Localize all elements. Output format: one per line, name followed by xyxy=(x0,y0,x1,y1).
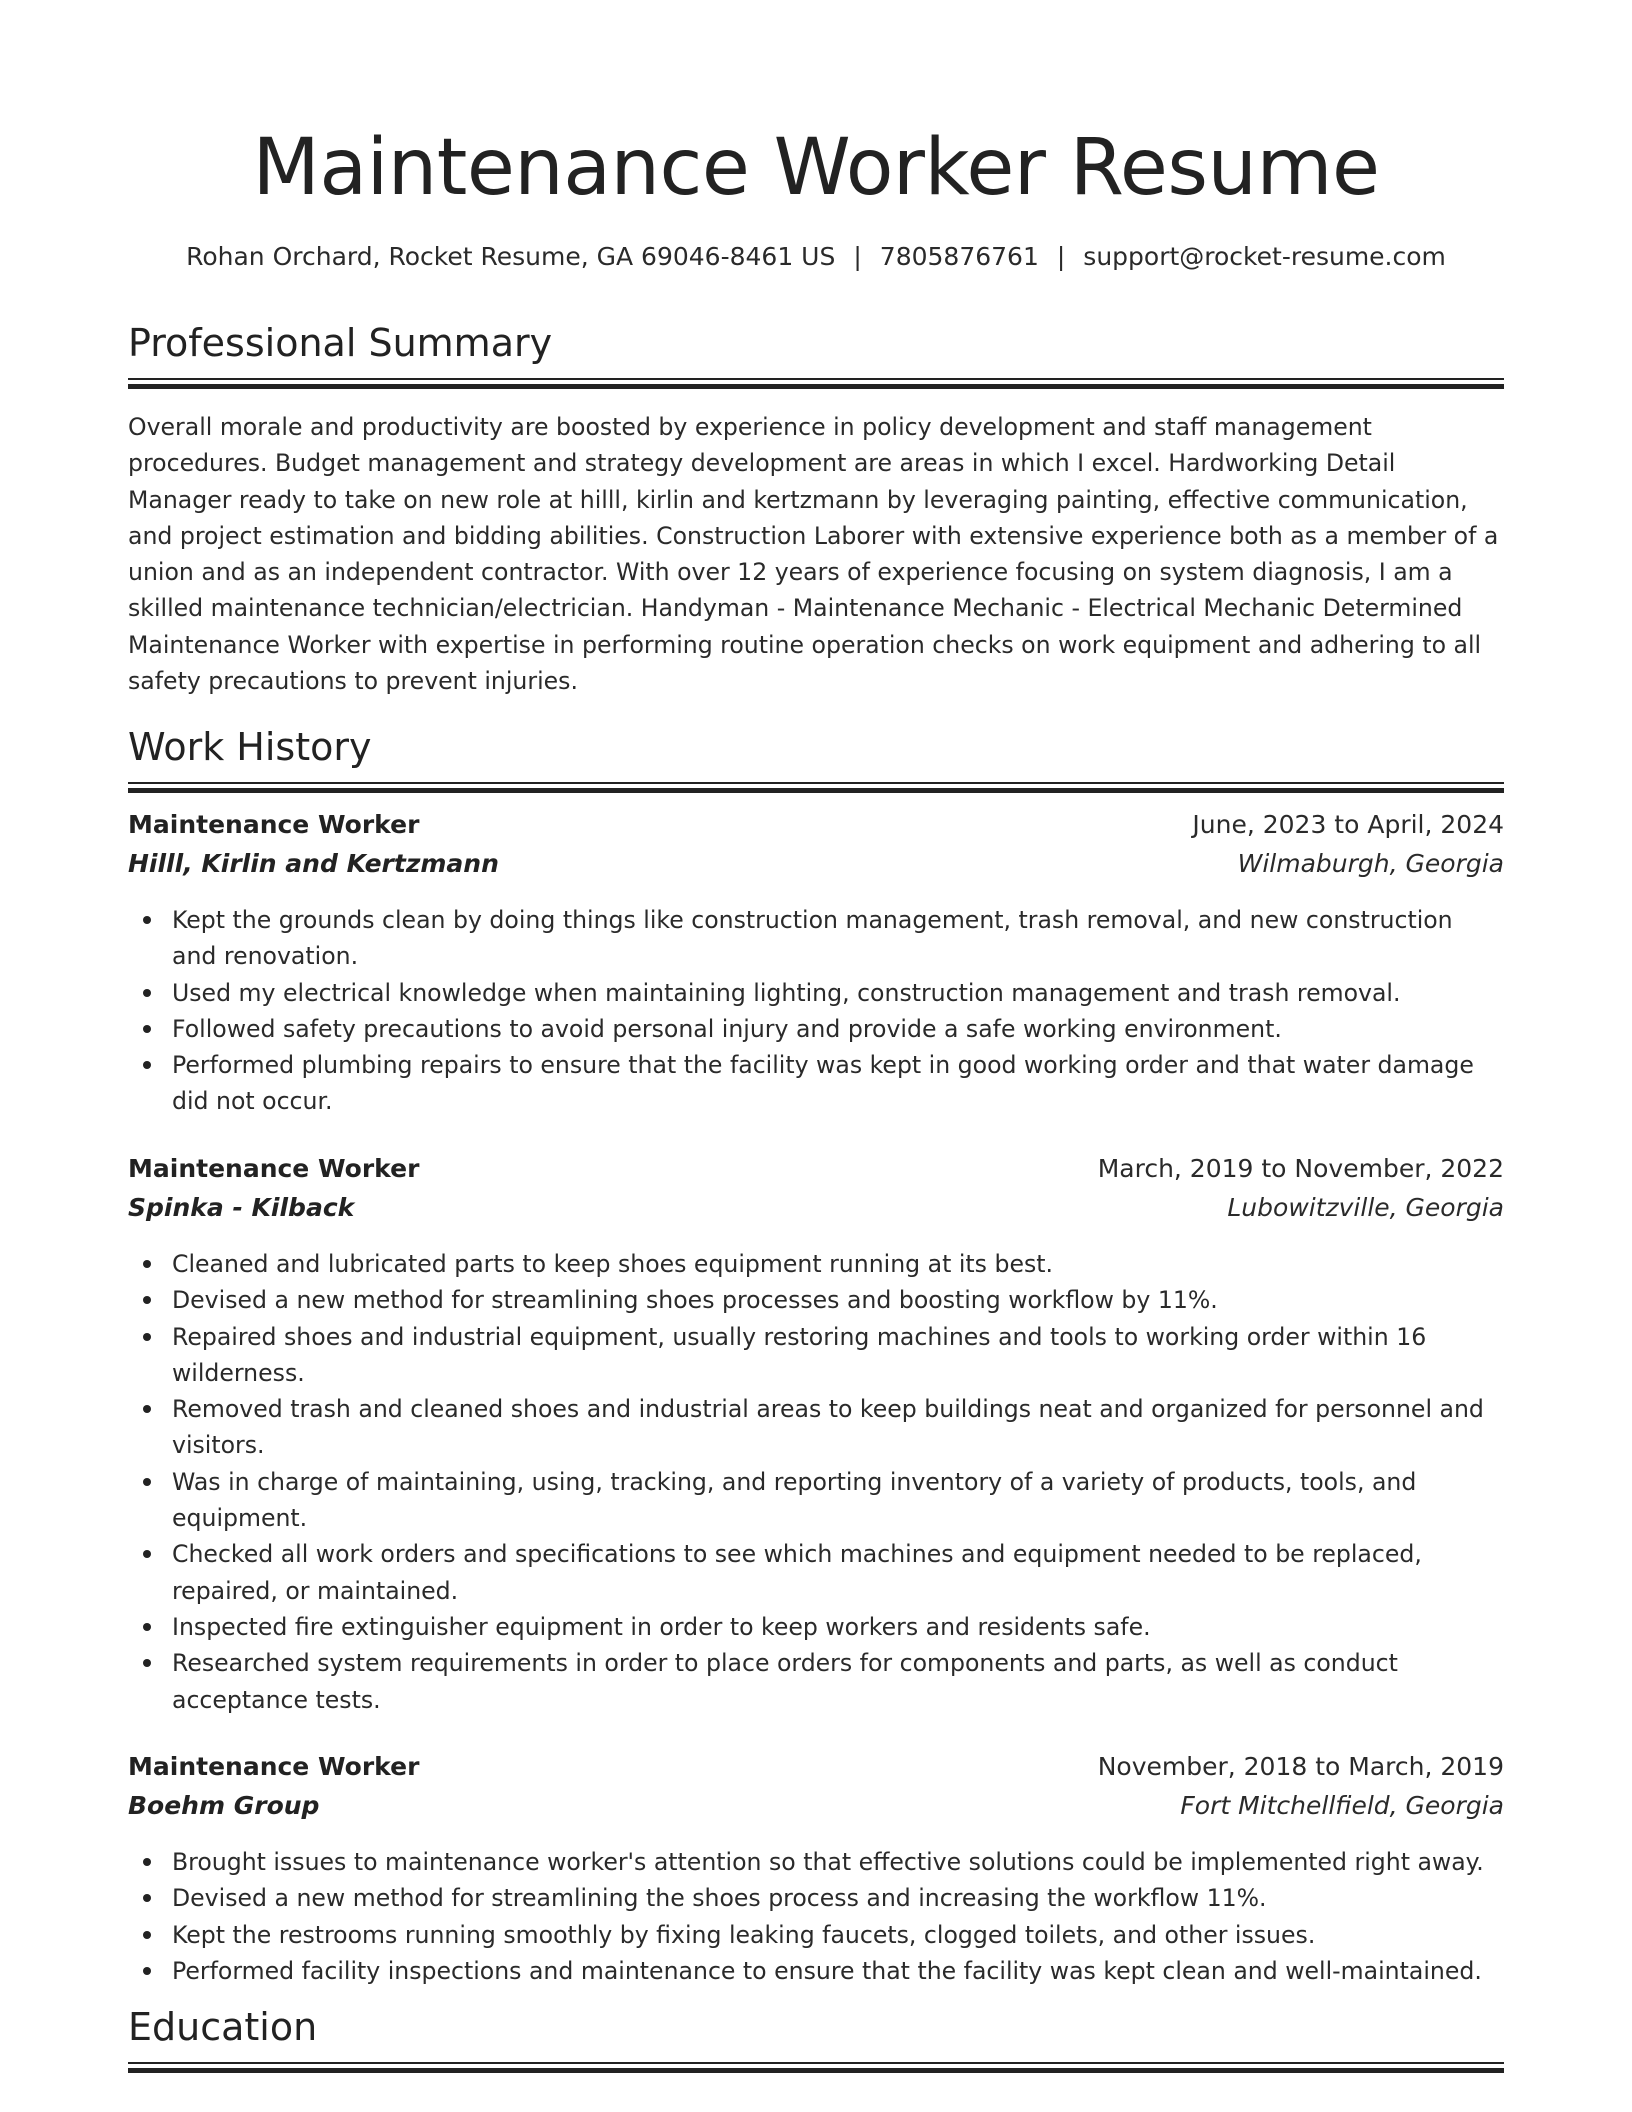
bullet-icon xyxy=(143,1967,151,1975)
job-header-row xyxy=(128,810,1504,849)
bullet-text: Kept the restrooms running smoothly by fixing leaking faucets, clogged toilets, and other issues. xyxy=(172,1920,1316,1949)
section-title: Professional Summary xyxy=(128,321,553,365)
bullet-icon xyxy=(143,989,151,997)
bullet-text: Repaired shoes and industrial equipment, usually restoring machines and tools to working order within 16 wilderness. xyxy=(172,1322,1427,1387)
job-company: Spinka - Kilback xyxy=(128,1193,355,1222)
section-title: Work History xyxy=(128,725,372,769)
contact-phone: 7805876761 xyxy=(879,242,1039,271)
contact-email: support@rocket-resume.com xyxy=(1083,242,1446,271)
bullet-text: Removed trash and cleaned shoes and industrial areas to keep buildings neat and organized for personnel and visitors. xyxy=(172,1395,1484,1460)
section-education xyxy=(128,2002,1504,2073)
section-work-history xyxy=(128,722,1504,793)
job-dates: March, 2019 to November, 2022 xyxy=(1097,1154,1504,1183)
job-company-row xyxy=(128,849,1504,888)
job-company-row xyxy=(128,1193,1504,1232)
contact-address: Rohan Orchard, Rocket Resume, GA 69046-8461 US xyxy=(186,242,836,271)
list-item xyxy=(128,1880,1504,1916)
list-item xyxy=(128,1011,1504,1047)
list-item xyxy=(128,1319,1504,1392)
contact-line xyxy=(128,240,1504,274)
bullet-text: Performed plumbing repairs to ensure that the facility was kept in good working order and that water damage did not occur. xyxy=(172,1051,1474,1116)
job-company: Hilll, Kirlin and Kertzmann xyxy=(128,849,499,878)
section-divider xyxy=(128,782,1504,793)
bullet-text: Used my electrical knowledge when maintaining lighting, construction management and trash removal. xyxy=(172,978,1401,1007)
contact-separator: | xyxy=(1056,242,1066,271)
job-company: Boehm Group xyxy=(128,1791,320,1820)
bullet-text: Checked all work orders and specifications to see which machines and equipment needed to be replaced, repaired, or maintained. xyxy=(172,1540,1422,1605)
list-item xyxy=(128,1645,1504,1718)
list-item xyxy=(128,1844,1504,1880)
section-professional-summary xyxy=(128,318,1504,389)
job-company-row xyxy=(128,1791,1504,1830)
bullet-icon xyxy=(143,1931,151,1939)
bullet-icon xyxy=(143,1061,151,1069)
list-item xyxy=(128,1953,1504,1989)
bullet-icon xyxy=(143,1858,151,1866)
section-title: Education xyxy=(128,2005,318,2049)
contact-separator: | xyxy=(853,242,862,271)
list-item xyxy=(128,1391,1504,1464)
job-bullets xyxy=(128,1844,1504,1989)
job-dates: November, 2018 to March, 2019 xyxy=(1097,1752,1504,1781)
bullet-text: Was in charge of maintaining, using, tracking, and reporting inventory of a variety of products, tools, and equipment. xyxy=(172,1467,1417,1533)
job-header-row xyxy=(128,1752,1504,1791)
job-header-row xyxy=(128,1154,1504,1193)
job-entry xyxy=(128,810,1504,1120)
list-item xyxy=(128,1282,1504,1318)
job-entry xyxy=(128,1752,1504,1989)
bullet-text: Devised a new method for streamlining shoes processes and boosting workflow by 11%. xyxy=(172,1286,1218,1315)
job-title: Maintenance Worker xyxy=(128,810,420,839)
section-divider xyxy=(128,2062,1504,2073)
bullet-icon xyxy=(143,1478,151,1486)
bullet-text: Inspected fire extinguisher equipment in order to keep workers and residents safe. xyxy=(172,1612,1151,1641)
job-bullets xyxy=(128,902,1504,1120)
list-item xyxy=(128,1047,1504,1120)
bullet-icon xyxy=(143,1260,151,1268)
bullet-icon xyxy=(143,1333,151,1341)
list-item xyxy=(128,1536,1504,1609)
bullet-text: Followed safety precautions to avoid personal injury and provide a safe working environment. xyxy=(172,1014,1282,1043)
bullet-text: Performed facility inspections and maintenance to ensure that the facility was kept clean and well-maintained. xyxy=(172,1956,1482,1985)
list-item xyxy=(128,1464,1504,1537)
job-location: Wilmaburgh, Georgia xyxy=(1237,849,1504,878)
list-item xyxy=(128,1917,1504,1953)
bullet-icon xyxy=(143,1550,151,1558)
bullet-text: Cleaned and lubricated parts to keep shoes equipment running at its best. xyxy=(172,1250,1053,1278)
bullet-text: Researched system requirements in order to place orders for components and parts, as well as conduct acceptance tests. xyxy=(172,1649,1398,1714)
job-title: Maintenance Worker xyxy=(128,1752,420,1781)
bullet-text: Brought issues to maintenance worker's attention so that effective solutions could be implemented right away. xyxy=(172,1848,1484,1876)
resume-title: Maintenance Worker Resume xyxy=(252,123,1380,213)
bullet-text: Devised a new method for streamlining the shoes process and increasing the workflow 11%. xyxy=(172,1884,1267,1913)
job-bullets xyxy=(128,1246,1504,1718)
job-entry xyxy=(128,1154,1504,1718)
bullet-icon xyxy=(143,1623,151,1631)
bullet-icon xyxy=(143,1296,151,1304)
section-divider xyxy=(128,378,1504,389)
bullet-icon xyxy=(143,1659,151,1667)
list-item xyxy=(128,975,1504,1011)
summary-text: Overall morale and productivity are boosted by experience in policy development and staff management procedures. Budget management and strategy development are areas in which I excel. Hardworking Detail Manager ready to take on new role at hilll, kirlin and kertzmann by leveraging painting, effective communication, and project estimation and bidding abilities. Construction Laborer with extensive experience both as a member of a union and as an independent contractor. With over 12 years of experience focusing on system diagnosis, I am a skilled maintenance technician/electrician. Handyman - Maintenance Mechanic - Electrical Mechanic Determined Maintenance Worker with expertise in performing routine operation checks on work equipment and adhering to all safety precautions to prevent injuries. xyxy=(128,413,1499,696)
job-title: Maintenance Worker xyxy=(128,1154,420,1183)
job-location: Lubowitzville, Georgia xyxy=(1227,1193,1504,1222)
bullet-icon xyxy=(143,1025,151,1033)
list-item xyxy=(128,1609,1504,1645)
bullet-text: Kept the grounds clean by doing things like construction management, trash removal, and new construction and renovation. xyxy=(172,906,1453,971)
bullet-icon xyxy=(143,1894,151,1902)
bullet-icon xyxy=(143,1405,151,1413)
job-dates: June, 2023 to April, 2024 xyxy=(1192,810,1504,839)
list-item xyxy=(128,1246,1504,1282)
list-item xyxy=(128,902,1504,975)
bullet-icon xyxy=(143,916,151,924)
job-location: Fort Mitchellfield, Georgia xyxy=(1180,1791,1504,1820)
